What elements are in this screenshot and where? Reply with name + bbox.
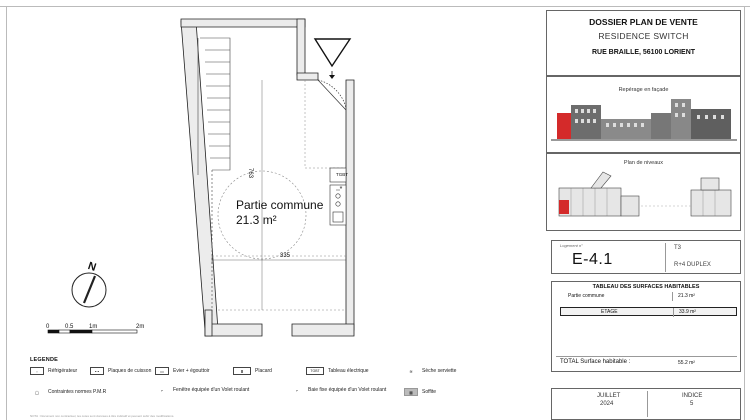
unit-type: T3 [674, 245, 682, 251]
unit-number-label: Logement n° [560, 243, 583, 248]
surface-label: Partie commune [568, 293, 605, 299]
legend-label: Tableau électrique [328, 368, 369, 374]
room-name: Partie commune [236, 198, 324, 212]
legend-label: Placard [255, 368, 272, 374]
electrical-panel-icon: TGBT [306, 367, 324, 375]
legend-item-window-shutter [155, 386, 265, 394]
surface-label: ETAGE [601, 309, 618, 315]
table-row-highlighted [560, 307, 737, 316]
surfaces-table [551, 281, 741, 372]
legend-item-pmr [30, 388, 106, 396]
legend-label: Sèche serviette [422, 368, 457, 374]
revision-panel [551, 388, 741, 420]
legend-title: LEGENDE [30, 357, 58, 363]
revision-index-label: INDICE [682, 393, 703, 399]
legend-item-hob [90, 367, 151, 375]
legend-label: Réfrigérateur [48, 368, 78, 374]
facade-image [551, 95, 737, 151]
scale-label-0: 0 [46, 324, 50, 330]
date-year: 2024 [600, 401, 614, 407]
legend-item-refrigerator [30, 367, 77, 375]
legend-label: Baie fixe équipée d'un Volet roulant [308, 387, 387, 393]
room-area: 21.3 m² [236, 213, 277, 227]
table-row [560, 292, 737, 301]
facade-panel [546, 76, 741, 153]
legend-label: Evier + égouttoir [173, 368, 210, 374]
legend-item-soffit [404, 388, 436, 396]
unit-panel [551, 240, 741, 274]
row-divider [672, 292, 673, 301]
sink-icon [333, 212, 343, 222]
entrance-door [318, 80, 346, 110]
entrance-arrow-icon [315, 39, 350, 79]
surfaces-table-title: TABLEAU DES SURFACES HABITABLES [592, 284, 700, 290]
hob-icon: ∘∘ [90, 367, 104, 375]
towel-dryer-icon: ≋ [409, 368, 413, 374]
level-plan-panel [546, 153, 741, 231]
pmr-constraint-icon: ◯ [34, 389, 40, 395]
facade-caption: Repérage en façade [618, 87, 669, 93]
refrigerator-icon: ▫ [30, 367, 44, 375]
scale-label-1m: 1m [89, 324, 98, 330]
hob-burner-icon-2 [336, 202, 340, 206]
tgbt-label: TGBT [336, 172, 348, 177]
residence-name: RESIDENCE SWITCH [598, 31, 689, 41]
legend-item-electrical-panel [306, 367, 369, 375]
scale-bar [48, 330, 137, 333]
scale-label-2m: 2m [136, 324, 145, 330]
surface-value: 21.3 m² [678, 293, 695, 299]
sink-icon: ▭ [155, 367, 169, 375]
window-shutter-icon: ⌐ [160, 387, 164, 393]
legend-item-cupboard [233, 367, 272, 375]
level-plan-caption: Plan de niveaux [623, 160, 664, 166]
total-surface-value: 55.2 m² [678, 360, 695, 366]
cupboard-icon: Ⅲ [233, 367, 251, 375]
legend-footnote: NOTA : Document non contractuel, les cotes sont données à titre indicatif et peuvent subir des modifications. [30, 414, 175, 418]
dimension-horizontal: 335 [280, 253, 291, 259]
hob-burner-icon [336, 194, 340, 198]
sheet-border-right [744, 6, 745, 420]
revision-divider [647, 391, 648, 417]
total-surface-label: TOTAL Surface habitable : [560, 359, 631, 365]
legend-item-fixed-bay-shutter [290, 386, 400, 394]
north-letter: N [86, 260, 98, 274]
plan-walls [181, 19, 354, 336]
dimension-vertical: 763 [247, 168, 253, 179]
revision-index-value: 5 [690, 401, 694, 407]
document-title: DOSSIER PLAN DE VENTE [589, 17, 698, 27]
legend-label: Plaques de cuisson [108, 368, 152, 374]
unit-divider [665, 243, 666, 272]
surface-value: 33.9 m² [679, 309, 696, 315]
legend-item-sink [155, 367, 210, 375]
unit-number: E-4.1 [572, 251, 613, 268]
title-block-header [546, 10, 741, 76]
kitchen-star-icon: * [339, 186, 343, 193]
legend-item-towel-dryer [404, 367, 456, 375]
legend-label: Fenêtre équipée d'un Volet roulant [173, 387, 250, 393]
fixed-bay-shutter-icon: ⌐ [295, 387, 299, 393]
total-separator [556, 356, 737, 357]
plan-dashed-lines [212, 80, 346, 310]
address: RUE BRAILLE, 56100 LORIENT [591, 49, 696, 56]
dimension-horizontal-line [212, 256, 346, 264]
scale-label-05: 0.5 [65, 324, 74, 330]
unit-level: R+4 DUPLEX [674, 262, 711, 268]
date-month: JUILLET [597, 393, 621, 399]
legend-label: Contraintes normes P.M.R [48, 389, 107, 395]
legend-label: Soffite [422, 389, 437, 395]
soffit-icon: ▦ [404, 388, 418, 396]
row-divider [673, 308, 674, 317]
level-plan-image [551, 170, 737, 228]
north-arrow-icon [72, 273, 106, 307]
